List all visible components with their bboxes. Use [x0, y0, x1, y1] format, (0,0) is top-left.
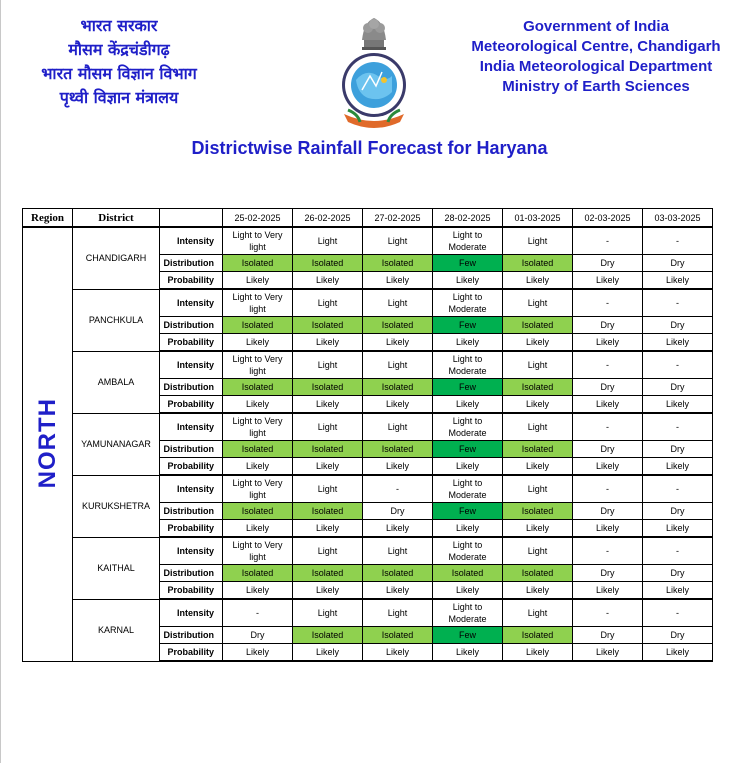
- probability-cell: Likely: [503, 272, 573, 290]
- intensity-cell: -: [573, 413, 643, 441]
- distribution-cell: Isolated: [223, 565, 293, 582]
- hindi-line: पृथ्वी विज्ञान मंत्रालय: [59, 88, 179, 107]
- intensity-cell: Light: [503, 413, 573, 441]
- probability-cell: Likely: [643, 458, 713, 476]
- district-name: KURUKSHETRA: [73, 475, 160, 537]
- intensity-cell: Light: [363, 227, 433, 255]
- intensity-cell: Light to Very light: [223, 289, 293, 317]
- intensity-cell: Light: [293, 537, 363, 565]
- intensity-cell: Light: [293, 413, 363, 441]
- probability-cell: Likely: [363, 458, 433, 476]
- page-title: Districtwise Rainfall Forecast for Haryana: [191, 138, 548, 158]
- probability-cell: Likely: [223, 334, 293, 352]
- distribution-cell: Dry: [573, 627, 643, 644]
- district-name: PANCHKULA: [73, 289, 160, 351]
- param-label: Intensity: [160, 227, 223, 255]
- intensity-cell: Light: [293, 475, 363, 503]
- param-label: Intensity: [160, 599, 223, 627]
- param-label: Distribution: [160, 379, 223, 396]
- param-label: Probability: [160, 458, 223, 476]
- probability-cell: Likely: [573, 396, 643, 414]
- page-border: [0, 0, 1, 763]
- distribution-cell: Isolated: [433, 565, 503, 582]
- distribution-cell: Dry: [573, 379, 643, 396]
- intensity-cell: Light: [293, 599, 363, 627]
- probability-cell: Likely: [363, 582, 433, 600]
- intensity-cell: -: [643, 475, 713, 503]
- distribution-cell: Dry: [573, 503, 643, 520]
- distribution-cell: Isolated: [293, 441, 363, 458]
- distribution-cell: Isolated: [503, 317, 573, 334]
- param-label: Probability: [160, 644, 223, 662]
- date-header: 03-03-2025: [643, 209, 713, 228]
- intensity-cell: -: [573, 289, 643, 317]
- probability-cell: Likely: [503, 396, 573, 414]
- probability-cell: Likely: [643, 582, 713, 600]
- probability-cell: Likely: [223, 272, 293, 290]
- intensity-cell: -: [643, 413, 713, 441]
- intensity-cell: Light to Moderate: [433, 475, 503, 503]
- intensity-cell: -: [643, 537, 713, 565]
- distribution-cell: Few: [433, 503, 503, 520]
- distribution-cell: Isolated: [363, 379, 433, 396]
- distribution-cell: Isolated: [503, 627, 573, 644]
- distribution-cell: Isolated: [363, 627, 433, 644]
- probability-cell: Likely: [573, 458, 643, 476]
- probability-cell: Likely: [223, 644, 293, 662]
- table-row: [23, 289, 713, 317]
- imd-emblem-icon: [338, 10, 410, 132]
- probability-cell: Likely: [223, 458, 293, 476]
- intensity-cell: -: [573, 351, 643, 379]
- param-label: Probability: [160, 272, 223, 290]
- probability-cell: Likely: [293, 334, 363, 352]
- table-row: [23, 599, 713, 627]
- probability-cell: Likely: [223, 396, 293, 414]
- date-header: 27-02-2025: [363, 209, 433, 228]
- param-label: Intensity: [160, 537, 223, 565]
- distribution-cell: Isolated: [293, 379, 363, 396]
- distribution-cell: Few: [433, 255, 503, 272]
- distribution-cell: Dry: [643, 255, 713, 272]
- intensity-cell: Light to Very light: [223, 537, 293, 565]
- intensity-cell: Light: [293, 227, 363, 255]
- param-header: [160, 209, 223, 228]
- intensity-cell: -: [223, 599, 293, 627]
- region-header: Region: [23, 209, 73, 228]
- param-label: Probability: [160, 582, 223, 600]
- intensity-cell: Light: [503, 351, 573, 379]
- probability-cell: Likely: [293, 458, 363, 476]
- probability-cell: Likely: [643, 272, 713, 290]
- param-label: Intensity: [160, 289, 223, 317]
- english-line: Meteorological Centre, Chandigarh: [471, 38, 721, 55]
- param-label: Intensity: [160, 351, 223, 379]
- param-label: Intensity: [160, 413, 223, 441]
- region-label: NORTH: [33, 398, 61, 489]
- intensity-cell: Light to Moderate: [433, 599, 503, 627]
- probability-cell: Likely: [433, 272, 503, 290]
- intensity-cell: Light: [293, 289, 363, 317]
- probability-cell: Likely: [293, 520, 363, 538]
- table-row: [23, 227, 713, 255]
- distribution-cell: Few: [433, 379, 503, 396]
- hindi-line: भारत मौसम विज्ञान विभाग: [41, 64, 197, 83]
- distribution-cell: Dry: [643, 379, 713, 396]
- intensity-cell: Light: [503, 599, 573, 627]
- param-label: Distribution: [160, 503, 223, 520]
- date-header: 28-02-2025: [433, 209, 503, 228]
- distribution-cell: Isolated: [503, 379, 573, 396]
- forecast-table: [22, 208, 713, 662]
- district-name: YAMUNANAGAR: [73, 413, 160, 475]
- distribution-cell: Isolated: [293, 565, 363, 582]
- intensity-cell: Light: [363, 289, 433, 317]
- distribution-cell: Isolated: [503, 255, 573, 272]
- district-name: KAITHAL: [73, 537, 160, 599]
- probability-cell: Likely: [363, 272, 433, 290]
- intensity-cell: Light to Moderate: [433, 413, 503, 441]
- intensity-cell: -: [643, 599, 713, 627]
- district-name: CHANDIGARH: [73, 227, 160, 289]
- probability-cell: Likely: [223, 582, 293, 600]
- region-cell: [23, 227, 73, 661]
- distribution-cell: Dry: [643, 317, 713, 334]
- probability-cell: Likely: [293, 582, 363, 600]
- distribution-cell: Dry: [363, 503, 433, 520]
- table-row: [23, 413, 713, 441]
- date-header: 01-03-2025: [503, 209, 573, 228]
- distribution-cell: Isolated: [223, 441, 293, 458]
- probability-cell: Likely: [293, 272, 363, 290]
- distribution-cell: Few: [433, 317, 503, 334]
- intensity-cell: Light to Moderate: [433, 227, 503, 255]
- distribution-cell: Dry: [573, 317, 643, 334]
- probability-cell: Likely: [643, 644, 713, 662]
- intensity-cell: -: [643, 351, 713, 379]
- distribution-cell: Dry: [573, 565, 643, 582]
- probability-cell: Likely: [433, 458, 503, 476]
- distribution-cell: Isolated: [293, 255, 363, 272]
- intensity-cell: -: [643, 227, 713, 255]
- distribution-cell: Isolated: [503, 565, 573, 582]
- distribution-cell: Isolated: [363, 565, 433, 582]
- probability-cell: Likely: [433, 396, 503, 414]
- param-label: Probability: [160, 396, 223, 414]
- intensity-cell: Light to Very light: [223, 413, 293, 441]
- probability-cell: Likely: [293, 396, 363, 414]
- intensity-cell: Light to Very light: [223, 227, 293, 255]
- probability-cell: Likely: [503, 520, 573, 538]
- distribution-cell: Isolated: [363, 255, 433, 272]
- distribution-cell: Few: [433, 441, 503, 458]
- param-label: Distribution: [160, 627, 223, 644]
- distribution-cell: Isolated: [293, 503, 363, 520]
- intensity-cell: -: [573, 227, 643, 255]
- distribution-cell: Isolated: [363, 317, 433, 334]
- probability-cell: Likely: [433, 644, 503, 662]
- probability-cell: Likely: [573, 644, 643, 662]
- distribution-cell: Isolated: [293, 317, 363, 334]
- intensity-cell: Light: [293, 351, 363, 379]
- probability-cell: Likely: [573, 582, 643, 600]
- distribution-cell: Isolated: [503, 441, 573, 458]
- probability-cell: Likely: [573, 334, 643, 352]
- probability-cell: Likely: [363, 520, 433, 538]
- date-header: 26-02-2025: [293, 209, 363, 228]
- hindi-line: भारत सरकार: [80, 16, 158, 35]
- param-label: Probability: [160, 520, 223, 538]
- intensity-cell: Light: [503, 227, 573, 255]
- distribution-cell: Isolated: [223, 503, 293, 520]
- intensity-cell: Light: [503, 475, 573, 503]
- distribution-cell: Dry: [223, 627, 293, 644]
- english-line: Government of India: [523, 18, 669, 35]
- probability-cell: Likely: [643, 334, 713, 352]
- distribution-cell: Dry: [573, 441, 643, 458]
- probability-cell: Likely: [363, 396, 433, 414]
- probability-cell: Likely: [363, 334, 433, 352]
- table-row: [23, 475, 713, 503]
- probability-cell: Likely: [503, 644, 573, 662]
- intensity-cell: Light to Moderate: [433, 289, 503, 317]
- probability-cell: Likely: [503, 458, 573, 476]
- probability-cell: Likely: [503, 582, 573, 600]
- param-label: Distribution: [160, 565, 223, 582]
- distribution-cell: Dry: [643, 565, 713, 582]
- distribution-cell: Few: [433, 627, 503, 644]
- intensity-cell: Light: [363, 351, 433, 379]
- table-row: [23, 351, 713, 379]
- intensity-cell: Light: [503, 289, 573, 317]
- distribution-cell: Dry: [643, 441, 713, 458]
- english-line: Ministry of Earth Sciences: [502, 78, 690, 95]
- intensity-cell: -: [573, 599, 643, 627]
- distribution-cell: Isolated: [363, 441, 433, 458]
- param-label: Distribution: [160, 255, 223, 272]
- intensity-cell: -: [643, 289, 713, 317]
- distribution-cell: Dry: [573, 255, 643, 272]
- distribution-cell: Dry: [643, 503, 713, 520]
- param-label: Probability: [160, 334, 223, 352]
- district-name: KARNAL: [73, 599, 160, 661]
- distribution-cell: Isolated: [223, 379, 293, 396]
- probability-cell: Likely: [363, 644, 433, 662]
- probability-cell: Likely: [573, 520, 643, 538]
- param-label: Distribution: [160, 317, 223, 334]
- english-header: [458, 17, 734, 97]
- distribution-cell: Dry: [643, 627, 713, 644]
- probability-cell: Likely: [293, 644, 363, 662]
- intensity-cell: Light to Moderate: [433, 351, 503, 379]
- intensity-cell: Light: [363, 413, 433, 441]
- table-header-row: [23, 209, 713, 228]
- date-header: 25-02-2025: [223, 209, 293, 228]
- english-line: India Meteorological Department: [479, 58, 713, 75]
- distribution-cell: Isolated: [223, 317, 293, 334]
- hindi-line: मौसम केंद्रचंडीगढ़: [68, 40, 170, 59]
- param-label: Intensity: [160, 475, 223, 503]
- district-name: AMBALA: [73, 351, 160, 413]
- intensity-cell: Light: [363, 537, 433, 565]
- param-label: Distribution: [160, 441, 223, 458]
- probability-cell: Likely: [433, 582, 503, 600]
- district-header: District: [73, 209, 160, 228]
- probability-cell: Likely: [573, 272, 643, 290]
- probability-cell: Likely: [503, 334, 573, 352]
- probability-cell: Likely: [643, 396, 713, 414]
- probability-cell: Likely: [223, 520, 293, 538]
- intensity-cell: -: [573, 475, 643, 503]
- distribution-cell: Isolated: [293, 627, 363, 644]
- date-header: 02-03-2025: [573, 209, 643, 228]
- intensity-cell: -: [573, 537, 643, 565]
- probability-cell: Likely: [433, 520, 503, 538]
- intensity-cell: Light to Moderate: [433, 537, 503, 565]
- probability-cell: Likely: [433, 334, 503, 352]
- intensity-cell: -: [363, 475, 433, 503]
- intensity-cell: Light: [503, 537, 573, 565]
- table-row: [23, 537, 713, 565]
- intensity-cell: Light to Very light: [223, 351, 293, 379]
- probability-cell: Likely: [643, 520, 713, 538]
- distribution-cell: Isolated: [223, 255, 293, 272]
- intensity-cell: Light to Very light: [223, 475, 293, 503]
- intensity-cell: Light: [363, 599, 433, 627]
- distribution-cell: Isolated: [503, 503, 573, 520]
- hindi-header: [24, 14, 214, 110]
